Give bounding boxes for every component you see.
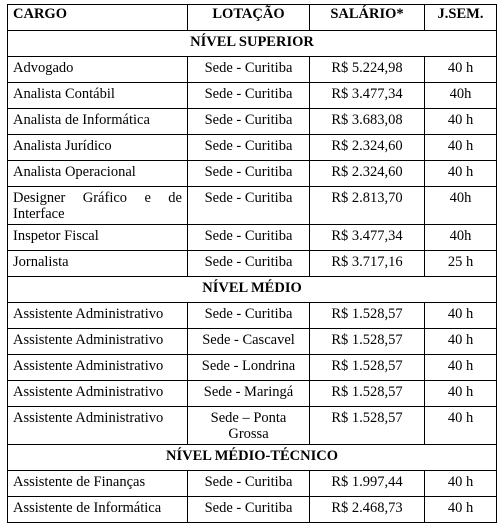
cell-lotacao: Sede - Curitiba [188, 497, 310, 523]
cell-cargo: Designer Gráfico e de Interface [8, 187, 188, 225]
cell-lotacao: Sede - Curitiba [188, 187, 310, 225]
cell-cargo: Analista Operacional [8, 161, 188, 187]
cell-cargo: Assistente Administrativo [8, 381, 188, 407]
cell-jsem: 40 h [425, 407, 497, 445]
cell-lotacao: Sede - Curitiba [188, 109, 310, 135]
table-row [8, 187, 497, 225]
section-header-row [8, 277, 497, 303]
cell-cargo: Inspetor Fiscal [8, 225, 188, 251]
table-row [8, 57, 497, 83]
cell-lotacao: Sede - Cascavel [188, 329, 310, 355]
section-title: NÍVEL SUPERIOR [8, 31, 497, 57]
table-row [8, 471, 497, 497]
cell-salario: R$ 2.324,60 [310, 161, 425, 187]
cell-salario: R$ 3.683,08 [310, 109, 425, 135]
cell-salario: R$ 3.717,16 [310, 251, 425, 277]
cell-jsem: 40 h [425, 381, 497, 407]
cell-lotacao: Sede - Curitiba [188, 83, 310, 109]
cell-jsem: 40 h [425, 355, 497, 381]
cell-cargo: Jornalista [8, 251, 188, 277]
cell-lotacao: Sede - Curitiba [188, 57, 310, 83]
cell-cargo: Analista Contábil [8, 83, 188, 109]
cell-salario: R$ 5.224,98 [310, 57, 425, 83]
cell-salario: R$ 1.528,57 [310, 303, 425, 329]
cell-cargo: Analista de Informática [8, 109, 188, 135]
table-row [8, 355, 497, 381]
cell-lotacao: Sede - Londrina [188, 355, 310, 381]
cargos-table [7, 4, 497, 523]
cell-salario: R$ 2.813,70 [310, 187, 425, 225]
cell-jsem: 40 h [425, 109, 497, 135]
document-page [7, 4, 496, 523]
table-row [8, 303, 497, 329]
table-body [8, 31, 497, 523]
cell-jsem: 40h [425, 187, 497, 225]
table-row [8, 251, 497, 277]
table-row [8, 329, 497, 355]
cell-salario: R$ 1.528,57 [310, 407, 425, 445]
cell-lotacao: Sede – Ponta Grossa [188, 407, 310, 445]
header-lotacao: LOTAÇÃO [188, 5, 310, 31]
table-row [8, 135, 497, 161]
cell-cargo: Assistente Administrativo [8, 303, 188, 329]
section-title: NÍVEL MÉDIO [8, 277, 497, 303]
header-salario: SALÁRIO* [310, 5, 425, 31]
cell-lotacao: Sede - Maringá [188, 381, 310, 407]
cell-salario: R$ 2.324,60 [310, 135, 425, 161]
section-title: NÍVEL MÉDIO-TÉCNICO [8, 445, 497, 471]
table-row [8, 83, 497, 109]
cell-salario: R$ 1.528,57 [310, 381, 425, 407]
table-row [8, 109, 497, 135]
cell-jsem: 40 h [425, 135, 497, 161]
cell-lotacao: Sede - Curitiba [188, 471, 310, 497]
cell-cargo: Assistente Administrativo [8, 407, 188, 445]
cell-jsem: 25 h [425, 251, 497, 277]
table-row [8, 407, 497, 445]
cell-salario: R$ 3.477,34 [310, 225, 425, 251]
cell-jsem: 40h [425, 83, 497, 109]
cell-lotacao: Sede - Curitiba [188, 161, 310, 187]
cell-cargo: Advogado [8, 57, 188, 83]
cell-cargo: Assistente de Finanças [8, 471, 188, 497]
header-jsem: J.SEM. [425, 5, 497, 31]
table-header-row [8, 5, 497, 31]
cell-jsem: 40 h [425, 471, 497, 497]
cell-lotacao: Sede - Curitiba [188, 303, 310, 329]
table-row [8, 161, 497, 187]
cell-jsem: 40h [425, 225, 497, 251]
cell-salario: R$ 1.528,57 [310, 355, 425, 381]
section-header-row [8, 31, 497, 57]
cell-salario: R$ 1.528,57 [310, 329, 425, 355]
cell-salario: R$ 1.997,44 [310, 471, 425, 497]
table-row [8, 225, 497, 251]
cell-jsem: 40 h [425, 57, 497, 83]
cell-lotacao: Sede - Curitiba [188, 135, 310, 161]
cell-salario: R$ 3.477,34 [310, 83, 425, 109]
cell-jsem: 40 h [425, 303, 497, 329]
cell-jsem: 40 h [425, 329, 497, 355]
cell-jsem: 40 h [425, 497, 497, 523]
cell-lotacao: Sede - Curitiba [188, 225, 310, 251]
header-cargo: CARGO [8, 5, 188, 31]
cell-cargo: Assistente de Informática [8, 497, 188, 523]
cell-salario: R$ 2.468,73 [310, 497, 425, 523]
cell-cargo: Assistente Administrativo [8, 329, 188, 355]
cell-lotacao: Sede - Curitiba [188, 251, 310, 277]
cell-cargo: Analista Jurídico [8, 135, 188, 161]
cell-jsem: 40 h [425, 161, 497, 187]
section-header-row [8, 445, 497, 471]
table-row [8, 381, 497, 407]
cell-cargo: Assistente Administrativo [8, 355, 188, 381]
